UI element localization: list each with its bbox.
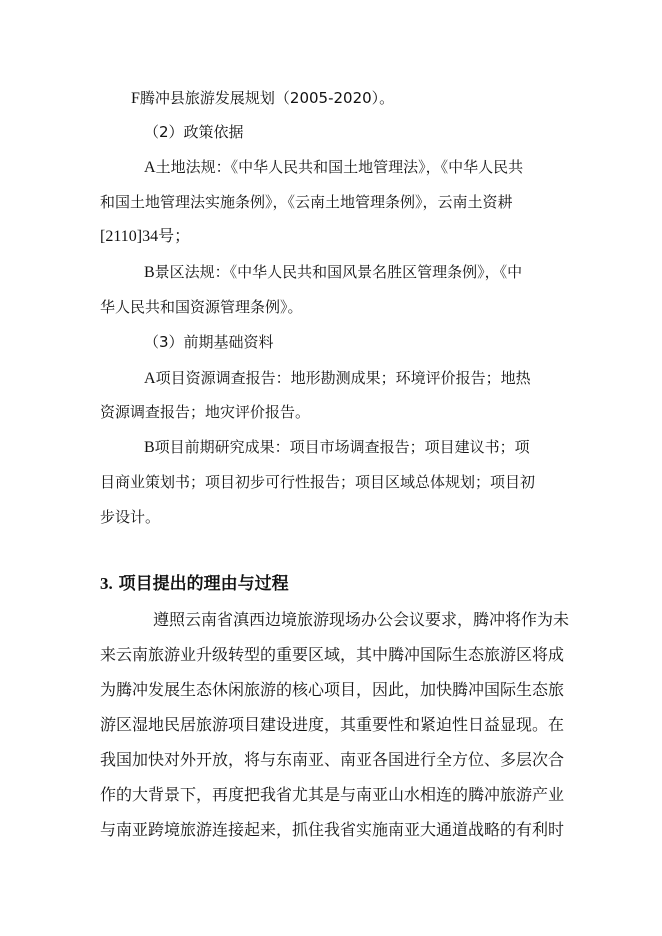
item-text: 土地法规：《中华人民共和国土地管理法》，《中华人民共: [155, 158, 524, 176]
subheading-basic-materials: [144, 332, 274, 352]
item-text: 目商业策划书；项目初步可行性报告；项目区域总体规划；项目初: [100, 473, 536, 491]
list-item-continuation: [100, 297, 303, 317]
paragraph-line: 作的大背景下，再度把我省尤其是与南亚山水相连的腾冲旅游产业: [100, 785, 565, 804]
subheading-policy: [144, 122, 244, 142]
section-number: 3.: [100, 574, 113, 593]
item-marker: A: [144, 370, 156, 387]
item-text: 项目前期研究成果：项目市场调查报告；项目建议书；项: [154, 438, 530, 456]
paragraph-line: 游区湿地民居旅游项目建设进度，其重要性和紧迫性日益显现。在: [100, 715, 565, 734]
paragraph-line: 遵照云南省滇西边境旅游现场办公会议要求，腾冲将作为未: [153, 610, 570, 629]
item-marker: B: [144, 439, 155, 456]
paragraph-line: 与南亚跨境旅游连接起来，抓住我省实施南亚大通道战略的有利时: [100, 820, 565, 839]
list-item-continuation: [100, 192, 513, 212]
list-item-b-research: [144, 437, 530, 458]
item-text: （2）政策依据: [144, 123, 244, 141]
paragraph-line: 我国加快对外开放，将与东南亚、南亚各国进行全方位、多层次合: [100, 750, 565, 769]
list-item-continuation: [100, 507, 160, 527]
item-marker: A: [144, 159, 156, 176]
paragraph-line: 为腾冲发展生态休闲旅游的核心项目，因此，加快腾冲国际生态旅: [100, 680, 565, 699]
section-heading: [100, 574, 289, 594]
item-marker: F: [131, 90, 140, 107]
list-item-a-land: [144, 157, 523, 178]
list-item-b-scenic: [144, 262, 522, 283]
item-text: 步设计。: [100, 508, 161, 526]
paragraph-line: 来云南旅游业升级转型的重要区域，其中腾冲国际生态旅游区将成: [100, 645, 565, 664]
section-title: 项目提出的理由与过程: [118, 574, 289, 594]
item-text: 华人民共和国资源管理条例》。: [100, 298, 303, 316]
item-text: 资源调查报告；地灾评价报告。: [100, 403, 311, 421]
item-text: 和国土地管理法实施条例》，《云南土地管理条例》，云南土资耕: [100, 193, 513, 211]
list-item-continuation: [100, 227, 190, 247]
list-item-a-survey: [144, 368, 531, 389]
item-text: 项目资源调查报告：地形勘测成果；环境评价报告；地热: [155, 369, 531, 387]
item-text: [2110]34号；: [100, 228, 191, 245]
item-marker: B: [144, 264, 155, 281]
item-text: 景区法规：《中华人民共和国风景名胜区管理条例》，《中: [154, 263, 523, 281]
list-item-continuation: [100, 472, 535, 492]
list-item-f: [131, 88, 394, 109]
item-text: （3）前期基础资料: [144, 333, 274, 351]
list-item-continuation: [100, 402, 310, 422]
item-text: 腾冲县旅游发展规划（2005-2020）。: [139, 89, 395, 107]
